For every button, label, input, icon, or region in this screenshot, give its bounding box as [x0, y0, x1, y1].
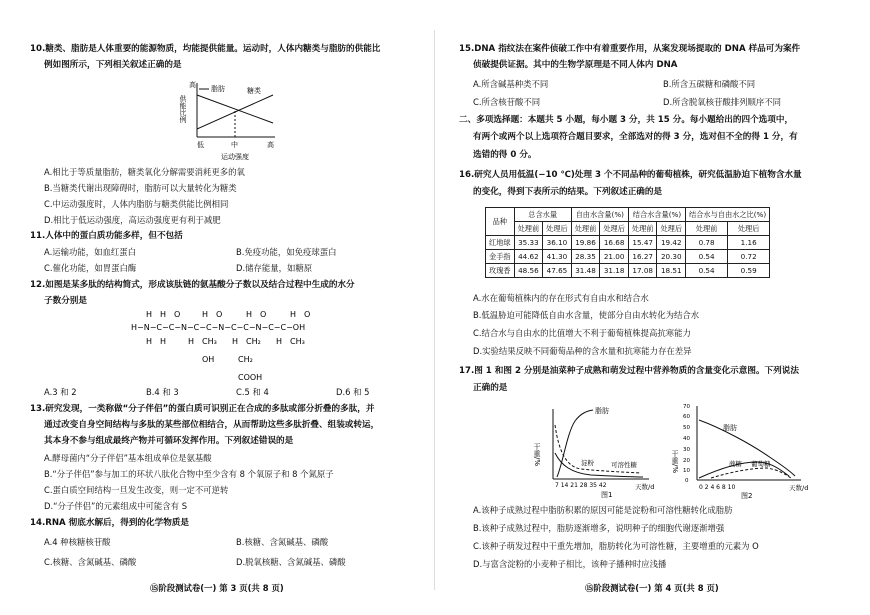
q11-option-b: B.免疫功能，如免疫球蛋白	[236, 247, 337, 257]
q10-chart-ylabel: 供能比例	[179, 95, 187, 123]
q10-fat-line	[197, 95, 273, 123]
q16-data-table: 品种 总含水量 自由水含量(%) 结合水含量(%) 结合水与自由水之比(%) 处理前 处理后 处理前 处理后 处理前 处理后 处理前 处理后 红地球 35.33 36.10 19.86 16.68 15.47 19.42 0.78 1.16 金手指 44.62 41.30 28.35 21.00 16.27 20.30 0.54 0.72 玫瑰香 48.56 47.65 31.48 31.18 17.08 18.51 0.54 0.59	[485, 207, 770, 278]
q10-line1: 10.糖类、脂肪是人体重要的能源物质，均能提供能量。运动时，人体内糖类与脂肪的供能比	[30, 44, 381, 54]
svg-text:0 2 4 6 8 10: 0 2 4 6 8 10	[699, 484, 736, 491]
svg-text:CH₃: CH₃	[290, 337, 305, 346]
q17-line2: 正确的是	[473, 383, 508, 393]
q13-option-b: B.“分子伴侣”参与加工的环状八肽化合物中至少含有 8 个氧原子和 8 个氮原子	[44, 469, 334, 479]
q13-line3: 其本身不参与组成最终产物并可循环发挥作用。下列叙述错误的是	[44, 436, 294, 446]
q11-line1: 11.人体中的蛋白质功能多样，但不包括	[30, 231, 183, 241]
q16-line1: 16.研究人员用低温(−10 ℃)处理 3 个不同品种的葡萄植株，研究低温胁迫下植物含水量	[459, 170, 802, 180]
q14-option-c: C.核糖、含氮碱基、磷酸	[44, 557, 137, 567]
svg-text:H: H	[160, 310, 167, 319]
q15-option-d: D.所含脱氧核苷酸排列顺序不同	[663, 97, 781, 107]
svg-text:中: 中	[231, 141, 238, 149]
svg-text:O: O	[174, 310, 181, 319]
q15-line1: 15.DNA 指纹法在案件侦破工作中有着重要作用，从案发现场提取的 DNA 样品可为案件	[459, 44, 801, 54]
svg-text:天数/d: 天数/d	[789, 484, 809, 492]
q14-option-b: B.核糖、含氮碱基、磷酸	[236, 537, 329, 547]
svg-text:脂肪: 脂肪	[595, 407, 609, 415]
svg-text:H: H	[202, 310, 209, 319]
q16-option-d: D.实验结果反映不同葡萄品种的含水量和抗寒能力存在差异	[473, 346, 692, 356]
q14-line1: 14.RNA 彻底水解后，得到的化学物质是	[30, 518, 189, 528]
q11-option-d: D.储存能量，如糖原	[236, 263, 313, 273]
svg-text:CH₂: CH₂	[238, 355, 253, 364]
svg-text:H: H	[160, 337, 167, 346]
svg-text:高: 高	[267, 141, 274, 149]
svg-text:20: 20	[683, 458, 690, 464]
svg-text:0: 0	[685, 478, 689, 484]
q12-option-b: B.4 和 3	[146, 387, 179, 397]
svg-text:7 14 21 28 35 42: 7 14 21 28 35 42	[555, 482, 607, 489]
svg-text:低: 低	[197, 141, 204, 149]
section2-line2: 有两个或两个以上选项符合题目要求，全部选对的得 3 分，选对但不全的得 1 分，有	[473, 132, 798, 142]
section2-line3: 选错的得 0 分。	[473, 150, 537, 160]
svg-text:H−N−C−C−N−C−C−N−C−C−N−C−C−OH: H−N−C−C−N−C−C−N−C−C−N−C−C−OH	[131, 323, 306, 332]
q16-option-a: A.水在葡萄植株内的存在形式有自由水和结合水	[473, 293, 649, 303]
svg-text:OH: OH	[202, 355, 215, 364]
right-page	[435, 0, 870, 615]
svg-text:H: H	[188, 337, 195, 346]
q11-option-c: C.催化功能，如胃蛋白酶	[44, 263, 137, 273]
q13-line1: 13.研究发现，一类称做“分子伴侣”的蛋白质可识别正在合成的多肽或部分折叠的多肽，并	[30, 404, 375, 414]
q12-option-a: A.3 和 2	[44, 387, 77, 397]
q17-option-d: D.与富含淀粉的小麦种子相比，该种子播种时应浅播	[473, 559, 667, 569]
svg-text:H: H	[232, 337, 239, 346]
svg-text:高: 高	[189, 81, 196, 89]
table-row: 金手指 44.62 41.30 28.35 21.00 16.27 20.30 0.54 0.72	[486, 250, 770, 264]
section2-line1: 二、多项选择题：本题共 5 小题，每小题 3 分，共 15 分。每小题给出的四个选项中，	[459, 115, 794, 125]
table-header-variety: 品种	[486, 208, 515, 236]
q17-option-c: C.该种子萌发过程中干重先增加，脂肪转化为可溶性糖，主要增重的元素为 O	[473, 541, 759, 551]
svg-text:CH₂: CH₂	[246, 337, 261, 346]
peptide-structure	[128, 310, 348, 384]
svg-text:H: H	[146, 310, 153, 319]
q15-option-c: C.所含核苷酸不同	[473, 97, 541, 107]
q13-option-c: C.蛋白质空间结构一旦发生改变，则一定不可逆转	[44, 485, 229, 495]
q12-option-c: C.5 和 4	[236, 387, 269, 397]
svg-text:60: 60	[683, 414, 690, 420]
q17-figure1	[531, 403, 681, 499]
q15-option-a: A.所含碱基种类不同	[473, 79, 549, 89]
q16-option-c: C.结合水与自由水的比值增大不利于葡萄植株提高抗寒能力	[473, 328, 691, 338]
svg-text:H: H	[246, 310, 253, 319]
footer-page4: ⑮阶段测试卷(一) 第 4 页(共 8 页)	[585, 583, 719, 593]
svg-text:天数/d: 天数/d	[635, 483, 655, 491]
q13-option-d: D.“分子伴侣”的元素组成中可能含有 S	[44, 501, 188, 511]
q10-chart	[175, 75, 285, 163]
q10-option-b: B.当糖类代谢出现障碍时，脂肪可以大量转化为糖类	[44, 183, 237, 193]
q17-line1: 17.图 1 和图 2 分别是油菜种子成熟和萌发过程中营养物质的含量变化示意图。下列说法	[459, 366, 799, 376]
q12-option-d: D.6 和 5	[336, 387, 370, 397]
svg-text:淀粉: 淀粉	[581, 459, 594, 467]
svg-text:10: 10	[683, 468, 690, 474]
svg-text:H: H	[146, 337, 153, 346]
table-row: 玫瑰香 48.56 47.65 31.48 31.18 17.08 18.51 0.54 0.59	[486, 264, 770, 278]
svg-text:CH₃: CH₃	[202, 337, 217, 346]
q10-line2: 例如图所示，下列相关叙述正确的是	[44, 60, 182, 70]
svg-text:70: 70	[683, 404, 690, 410]
q12-line1: 12.如图是某多肽的结构简式，形成该肽链的氨基酸分子数以及结合过程中生成的水分	[30, 280, 355, 290]
q16-line2: 的变化，得到下表所示的结果。下列叙述正确的是	[473, 187, 663, 197]
q10-option-d: D.相比于低运动强度，高运动强度更有利于减肥	[44, 215, 221, 225]
fig2-fat-curve	[699, 420, 795, 476]
svg-text:30: 30	[683, 447, 690, 453]
svg-text:运动强度: 运动强度	[221, 153, 249, 161]
svg-text:干重/%: 干重/%	[671, 450, 679, 474]
svg-text:糖类: 糖类	[247, 87, 261, 95]
q10-option-c: C.中运动强度时，人体内脂肪与糖类供能比例相同	[44, 199, 229, 209]
svg-text:H: H	[290, 310, 297, 319]
q10-option-a: A.相比于等质量脂肪，糖类氧化分解需要消耗更多的氧	[44, 167, 245, 177]
svg-text:脂肪: 脂肪	[211, 85, 225, 93]
svg-text:50: 50	[683, 425, 690, 431]
q17-option-a: A.该种子成熟过程中脂肪积累的原因可能是淀粉和可溶性糖转化成脂肪	[473, 505, 733, 515]
q11-option-a: A.运输功能，如血红蛋白	[44, 247, 136, 257]
footer-page3: ⑮阶段测试卷(一) 第 3 页(共 8 页)	[150, 583, 284, 593]
svg-text:H: H	[276, 337, 283, 346]
svg-text:葡萄糖: 葡萄糖	[751, 460, 771, 468]
q17-figure2	[671, 400, 831, 500]
q15-option-b: B.所含五碳糖和磷酸不同	[663, 79, 756, 89]
svg-text:图2: 图2	[741, 492, 753, 500]
svg-text:O: O	[216, 310, 223, 319]
svg-text:图1: 图1	[601, 491, 613, 499]
q16-option-b: B.低温胁迫可能降低自由水含量，使部分自由水转化为结合水	[473, 310, 700, 320]
svg-text:O: O	[260, 310, 267, 319]
q15-line2: 侦破提供证据。其中的生物学原理是不同人体内 DNA	[473, 60, 678, 70]
svg-text:蔗糖: 蔗糖	[729, 460, 742, 468]
q14-option-d: D.脱氧核糖、含氮碱基、磷酸	[236, 557, 346, 567]
table-row: 红地球 35.33 36.10 19.86 16.68 15.47 19.42 0.78 1.16	[486, 236, 770, 250]
q13-line2: 通过改变自身空间结构与多肽的某些部位相结合，从而帮助这些多肽折叠、组装或转运，	[44, 420, 380, 430]
q14-option-a: A.4 种核糖核苷酸	[44, 537, 111, 547]
svg-text:O: O	[304, 310, 311, 319]
svg-text:脂肪: 脂肪	[723, 424, 737, 432]
svg-text:COOH: COOH	[238, 373, 263, 382]
svg-text:40: 40	[683, 436, 690, 442]
svg-text:可溶性糖: 可溶性糖	[611, 461, 637, 469]
q17-option-b: B.该种子成熟过程中，脂肪逐渐增多，说明种子的细胞代谢逐渐增强	[473, 523, 725, 533]
q13-option-a: A.酵母菌内“分子伴侣”基本组成单位是氨基酸	[44, 453, 212, 463]
q12-line2: 子数分别是	[44, 296, 87, 306]
svg-text:干重/%: 干重/%	[533, 443, 541, 467]
